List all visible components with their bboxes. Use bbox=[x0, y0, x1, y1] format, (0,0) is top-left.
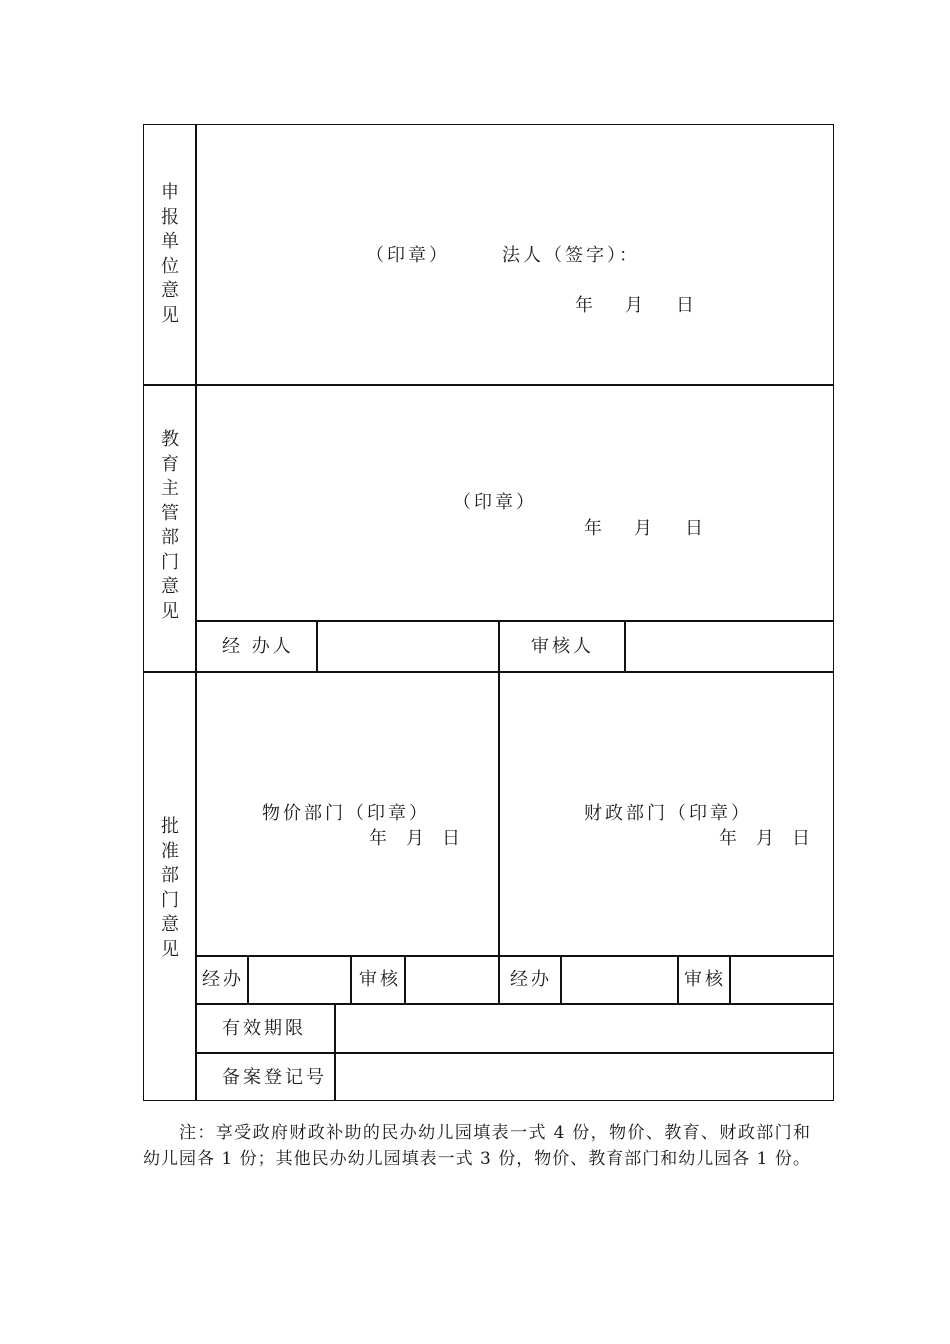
row-divider bbox=[144, 384, 833, 386]
price-reviewer-field[interactable] bbox=[406, 957, 497, 1002]
price-reviewer-label: 审核 bbox=[359, 969, 401, 990]
cell-divider bbox=[498, 620, 500, 672]
cell-divider bbox=[677, 955, 679, 1004]
date-month: 月 bbox=[406, 828, 427, 849]
form-note: 注：享受政府财政补助的民办幼儿园填表一式 4 份，物价、教育、财政部门和幼儿园各 1 份；其他民办幼儿园填表一式 3 份，物价、教育部门和幼儿园各 1 份。 bbox=[143, 1123, 811, 1169]
date-day: 日 bbox=[792, 828, 813, 849]
date-day: 日 bbox=[676, 295, 697, 316]
date-month: 月 bbox=[756, 828, 777, 849]
price-dept-seal: 物价部门（印章） bbox=[262, 803, 430, 824]
date-year: 年 bbox=[369, 828, 390, 849]
registration-number-field[interactable] bbox=[336, 1054, 831, 1099]
registration-number-label: 备案登记号 bbox=[222, 1067, 327, 1088]
date-day: 日 bbox=[685, 518, 706, 539]
reviewer-label: 审核人 bbox=[531, 636, 594, 657]
finance-handler-label: 经办 bbox=[510, 969, 552, 990]
cell-divider bbox=[350, 955, 352, 1004]
date-month: 月 bbox=[634, 518, 655, 539]
seal-text: （印章） bbox=[453, 492, 537, 513]
legal-person-signature-label: 法人（签字）： bbox=[502, 245, 640, 266]
handler-field[interactable] bbox=[318, 622, 496, 670]
handler-label: 经 办人 bbox=[222, 636, 294, 657]
price-handler-label: 经办 bbox=[202, 969, 244, 990]
finance-handler-field[interactable] bbox=[562, 957, 675, 1002]
date-year: 年 bbox=[575, 295, 596, 316]
education-dept-opinion-label: 教育主管部门意见 bbox=[161, 429, 179, 622]
date-year: 年 bbox=[584, 518, 605, 539]
finance-reviewer-label: 审核 bbox=[684, 969, 726, 990]
seal-text: （印章） bbox=[366, 245, 450, 266]
row-divider bbox=[144, 671, 833, 673]
date-day: 日 bbox=[442, 828, 463, 849]
validity-period-label: 有效期限 bbox=[222, 1018, 306, 1039]
finance-dept-seal: 财政部门（印章） bbox=[584, 803, 752, 824]
label-column-divider bbox=[195, 125, 197, 1100]
applicant-opinion-label: 申报单位意见 bbox=[161, 182, 179, 326]
date-month: 月 bbox=[625, 295, 646, 316]
cell-divider bbox=[498, 671, 500, 1004]
finance-reviewer-field[interactable] bbox=[731, 957, 831, 1002]
approval-form bbox=[143, 124, 834, 1101]
validity-period-field[interactable] bbox=[336, 1005, 831, 1051]
date-year: 年 bbox=[719, 828, 740, 849]
approval-dept-opinion-label: 批准部门意见 bbox=[161, 816, 179, 960]
reviewer-field[interactable] bbox=[626, 622, 831, 670]
price-handler-field[interactable] bbox=[249, 957, 348, 1002]
